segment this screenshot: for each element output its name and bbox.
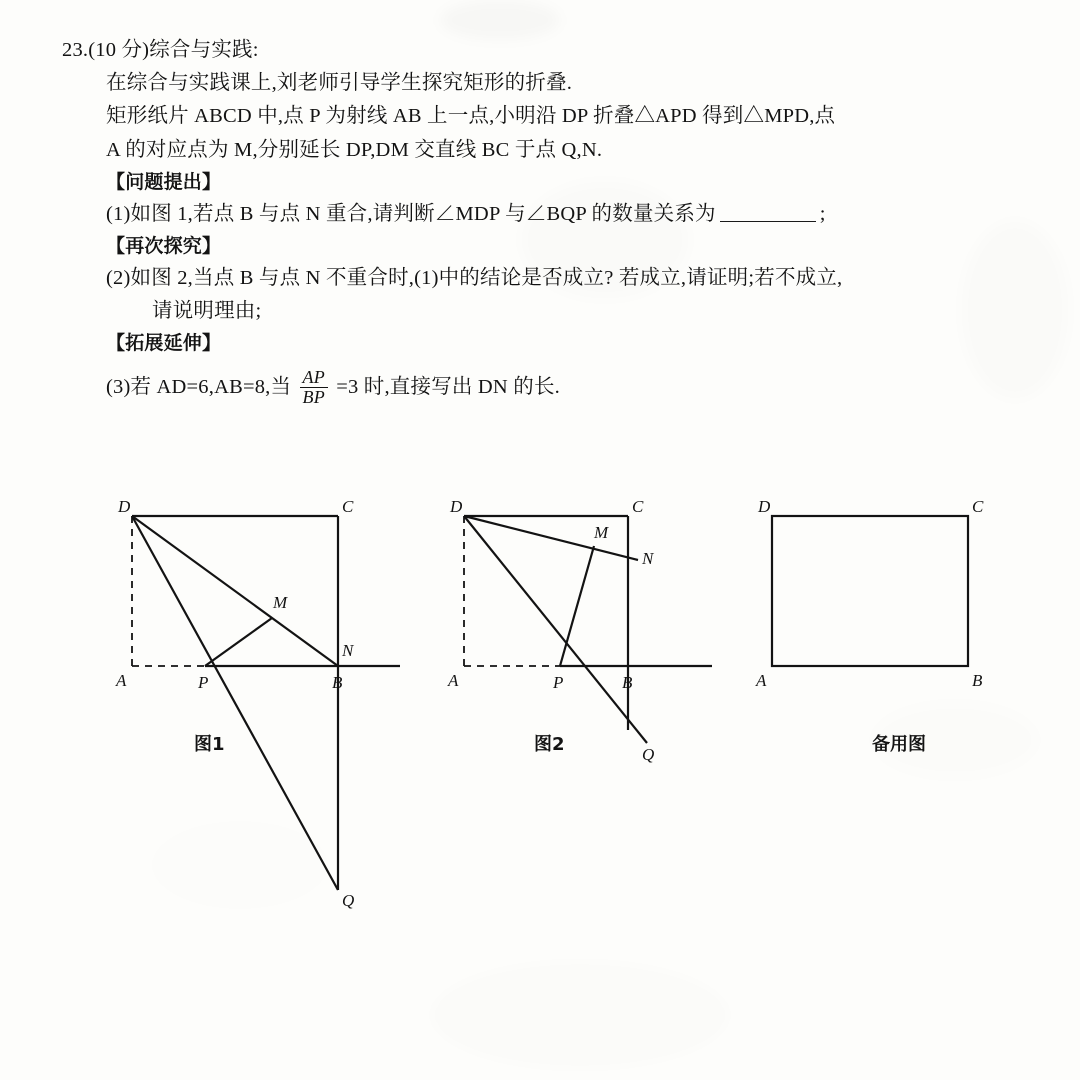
figure-1-label-D: D (118, 498, 131, 516)
figure-1 (110, 498, 420, 923)
figure-1-label-N: N (342, 641, 354, 660)
problem-line-3: A 的对应点为 M,分别延长 DP,DM 交直线 BC 于点 Q,N. (106, 138, 603, 161)
figure-1-label-C: C (342, 498, 354, 516)
figure-2-label-N: N (642, 549, 654, 568)
page-smudge (430, 960, 730, 1070)
figure-2-label-A: A (448, 671, 459, 690)
figure-2-label-M: M (594, 523, 609, 542)
figure-3-label-B: B (972, 671, 983, 690)
figure-row (0, 498, 1080, 910)
problem-text (62, 34, 1052, 408)
figure-1-label-P: P (198, 673, 209, 692)
section-3-text: (3)若 AD=6,AB=8,当 (106, 375, 292, 398)
figure-3-caption: 备用图 (872, 734, 926, 755)
problem-line-2: 矩形纸片 ABCD 中,点 P 为射线 AB 上一点,小明沿 DP 折叠△APD 得到△MPD,点 (106, 105, 836, 128)
problem-heading (62, 34, 1052, 67)
section-1-text: (1)如图 1,若点 B 与点 N 重合,请判断∠MDP 与∠BQP 的数量关系为 (106, 202, 716, 225)
section-body-2-cont: 请说明理由; (152, 299, 262, 322)
section-heading-1: 【问题提出】 (106, 170, 222, 193)
figure-2-drawing (442, 498, 742, 788)
figure-1-label-M: M (273, 593, 288, 612)
figure-1-label-Q: Q (342, 891, 355, 910)
figure-3-label-D: D (758, 498, 771, 516)
figure-1-drawing (110, 498, 420, 918)
section-heading-3: 【拓展延伸】 (106, 331, 222, 354)
problem-title: 综合与实践: (149, 39, 259, 61)
fraction-ap-bp (300, 368, 328, 407)
figure-2-caption: 图2 (534, 734, 565, 755)
fraction-denominator: BP (300, 387, 328, 407)
section-3-tail: =3 时,直接写出 DN 的长. (336, 375, 560, 398)
figure-2-label-P: P (553, 673, 564, 692)
figure-1-label-B: B (332, 673, 343, 692)
section-heading-2: 【再次探究】 (106, 234, 222, 257)
figure-2-label-Q: Q (642, 745, 655, 764)
answer-blank[interactable] (720, 221, 816, 222)
figure-1-caption: 图1 (194, 734, 225, 755)
section-1-tail: ; (819, 202, 826, 225)
problem-number: 23. (62, 39, 89, 61)
figure-3-label-A: A (756, 671, 767, 690)
problem-line-1: 在综合与实践课上,刘老师引导学生探究矩形的折叠. (106, 72, 573, 95)
section-body-2: (2)如图 2,当点 B 与点 N 不重合时,(1)中的结论是否成立? 若成立,请证明;若不成立, (106, 266, 843, 289)
section-body-1 (62, 198, 1052, 231)
figure-3-drawing (750, 498, 1030, 728)
figure-2-label-C: C (632, 498, 644, 516)
figure-3 (750, 498, 1030, 755)
figure-2 (442, 498, 742, 793)
problem-score: (10 分) (88, 39, 150, 61)
figure-2-label-D: D (450, 498, 463, 516)
section-body-3 (62, 366, 1052, 408)
fraction-numerator: AP (302, 366, 325, 387)
figure-1-label-A: A (116, 671, 127, 690)
figure-2-label-B: B (622, 673, 633, 692)
figure-3-label-C: C (972, 498, 984, 516)
